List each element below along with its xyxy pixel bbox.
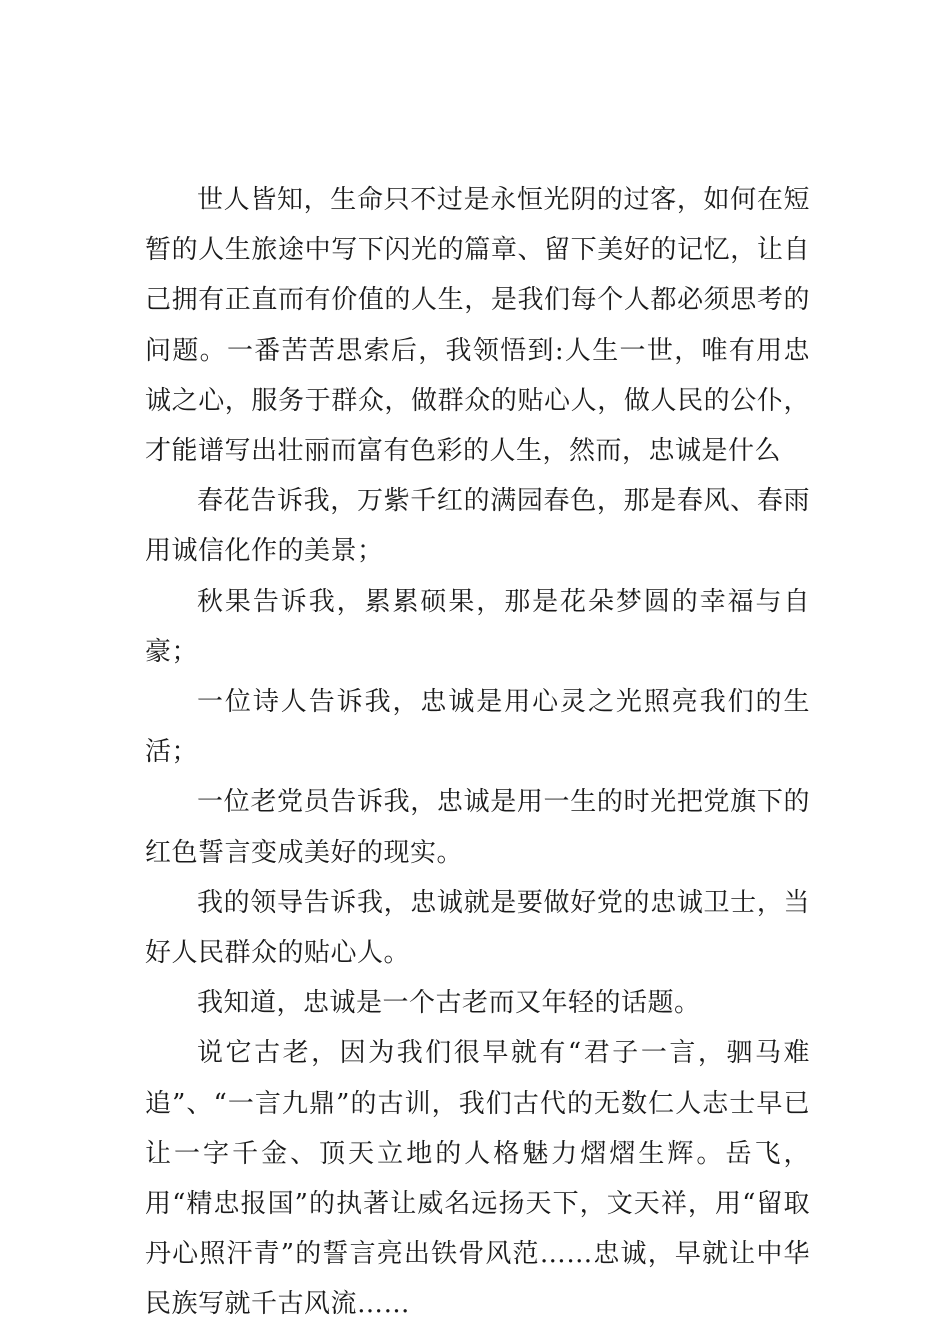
document-body: [145, 175, 810, 1330]
paragraph-poet: 一位诗人告诉我，忠诚是用心灵之光照亮我们的生活；: [145, 687, 810, 768]
paragraph-ancient: 说它古老，因为我们很早就有“君子一言，驷马难追”、“一言九鼎”的古训，我们古代的无数仁人志士早已让一字千金、顶天立地的人格魅力熠熠生辉。岳飞，用“精忠报国”的执著让威名远扬天下，文天祥，用“留取丹心照汗青”的誓言亮出铁骨风范……忠诚，早就让中华民族写就千古风流……: [145, 1038, 810, 1320]
paragraph-spring-flowers: 春花告诉我，万紫千红的满园春色，那是春风、春雨用诚信化作的美景；: [145, 486, 810, 567]
paragraph-intro: 世人皆知，生命只不过是永恒光阴的过客，如何在短暂的人生旅途中写下闪光的篇章、留下美好的记忆，让自己拥有正直而有价值的人生，是我们每个人都必须思考的问题。一番苦苦思索后，我领悟到:人生一世，唯有用忠诚之心，服务于群众，做群众的贴心人，做人民的公仆，才能谱写出壮丽而富有色彩的人生，然而，忠诚是什么: [145, 185, 810, 467]
paragraph-i-know: 我知道，忠诚是一个古老而又年轻的话题。: [197, 988, 701, 1019]
paragraph-autumn-fruit: 秋果告诉我，累累硕果，那是花朵梦圆的幸福与自豪；: [145, 586, 810, 667]
paragraph-leader: 我的领导告诉我，忠诚就是要做好党的忠诚卫士，当好人民群众的贴心人。: [145, 887, 810, 969]
paragraph-party-member: 一位老党员告诉我，忠诚是用一生的时光把党旗下的红色誓言变成美好的现实。: [145, 787, 810, 868]
